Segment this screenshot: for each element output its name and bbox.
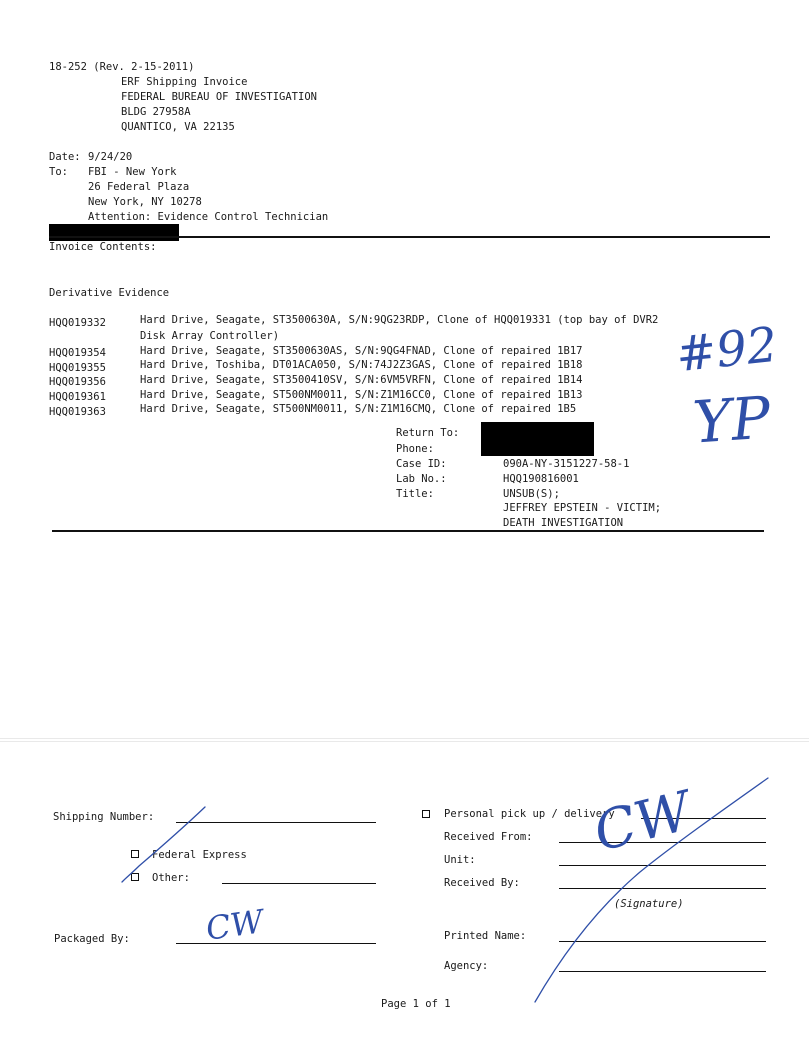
unit-label: Unit: (444, 854, 476, 866)
case-id-label: Case ID: (396, 458, 447, 470)
item-id: HQQ019354 (49, 347, 106, 359)
item-description: Hard Drive, Seagate, ST500NM0011, S/N:Z1M16CC0, Clone of repaired 1B13 (140, 389, 583, 401)
title-line-2: JEFFREY EPSTEIN - VICTIM; (503, 502, 662, 514)
personal-pickup-checkbox[interactable] (422, 810, 430, 818)
agency-line[interactable] (559, 971, 766, 972)
header-title: ERF Shipping Invoice (121, 76, 248, 88)
header-agency: FEDERAL BUREAU OF INVESTIGATION (121, 91, 317, 103)
shipping-number-line[interactable] (176, 822, 376, 823)
section-title: Derivative Evidence (49, 287, 170, 299)
date-value: 9/24/20 (88, 151, 133, 163)
item-description: Hard Drive, Seagate, ST3500410SV, S/N:6VM5VRFN, Clone of repaired 1B14 (140, 374, 583, 386)
handwritten-number: #92 (673, 316, 780, 384)
item-description-cont: Disk Array Controller) (140, 330, 280, 342)
other-checkbox[interactable] (131, 873, 139, 881)
shipping-number-label: Shipping Number: (53, 811, 155, 823)
divider-bottom (52, 530, 764, 532)
divider-top (49, 236, 770, 238)
item-id: HQQ019355 (49, 362, 106, 374)
to-line-1: FBI - New York (88, 166, 177, 178)
agency-label: Agency: (444, 960, 489, 972)
received-by-line[interactable] (559, 888, 766, 889)
to-line-3: New York, NY 10278 (88, 196, 202, 208)
printed-name-label: Printed Name: (444, 930, 527, 942)
title-line-1: UNSUB(S); (503, 488, 560, 500)
redaction-box (481, 422, 594, 456)
item-id: HQQ019363 (49, 406, 106, 418)
form-number: 18-252 (Rev. 2-15-2011) (49, 61, 195, 73)
federal-express-label: Federal Express (152, 849, 247, 861)
to-label: To: (49, 166, 68, 178)
date-label: Date: (49, 151, 81, 163)
item-id: HQQ019356 (49, 376, 106, 388)
header-city: QUANTICO, VA 22135 (121, 121, 235, 133)
handwritten-initials: YP (690, 383, 773, 457)
fold-line (0, 741, 809, 742)
case-id-value: 090A-NY-3151227-58-1 (503, 458, 630, 470)
item-description: Hard Drive, Toshiba, DT01ACA050, S/N:74J2Z3GAS, Clone of repaired 1B18 (140, 359, 583, 371)
unit-line[interactable] (559, 865, 766, 866)
title-label: Title: (396, 488, 434, 500)
invoice-contents-label: Invoice Contents: (49, 241, 157, 253)
page-number: Page 1 of 1 (381, 998, 451, 1010)
signature-caption: (Signature) (614, 898, 684, 910)
header-building: BLDG 27958A (121, 106, 191, 118)
received-by-label: Received By: (444, 877, 520, 889)
to-line-2: 26 Federal Plaza (88, 181, 190, 193)
lab-no-value: HQQ190816001 (503, 473, 579, 485)
fold-line (0, 738, 809, 739)
title-line-3: DEATH INVESTIGATION (503, 517, 624, 529)
packaged-by-signature: CW (203, 902, 266, 948)
return-to-label: Return To: (396, 427, 460, 439)
other-label: Other: (152, 872, 190, 884)
federal-express-checkbox[interactable] (131, 850, 139, 858)
printed-name-line[interactable] (559, 941, 766, 942)
phone-label: Phone: (396, 443, 434, 455)
lab-no-label: Lab No.: (396, 473, 447, 485)
item-description: Hard Drive, Seagate, ST500NM0011, S/N:Z1M16CMQ, Clone of repaired 1B5 (140, 403, 577, 415)
packaged-by-line[interactable] (176, 943, 376, 944)
received-by-signature: CW (587, 779, 698, 864)
item-description: Hard Drive, Seagate, ST3500630AS, S/N:9QG4FNAD, Clone of repaired 1B17 (140, 345, 583, 357)
packaged-by-label: Packaged By: (54, 933, 130, 945)
item-id: HQQ019332 (49, 317, 106, 329)
item-id: HQQ019361 (49, 391, 106, 403)
redaction-box (49, 224, 179, 241)
to-line-4: Attention: Evidence Control Technician (88, 211, 329, 223)
item-description: Hard Drive, Seagate, ST3500630A, S/N:9QG23RDP, Clone of HQQ019331 (top bay of DVR2 (140, 314, 659, 326)
received-from-label: Received From: (444, 831, 533, 843)
personal-pickup-label: Personal pick up / delivery (444, 808, 615, 820)
other-line[interactable] (222, 883, 376, 884)
